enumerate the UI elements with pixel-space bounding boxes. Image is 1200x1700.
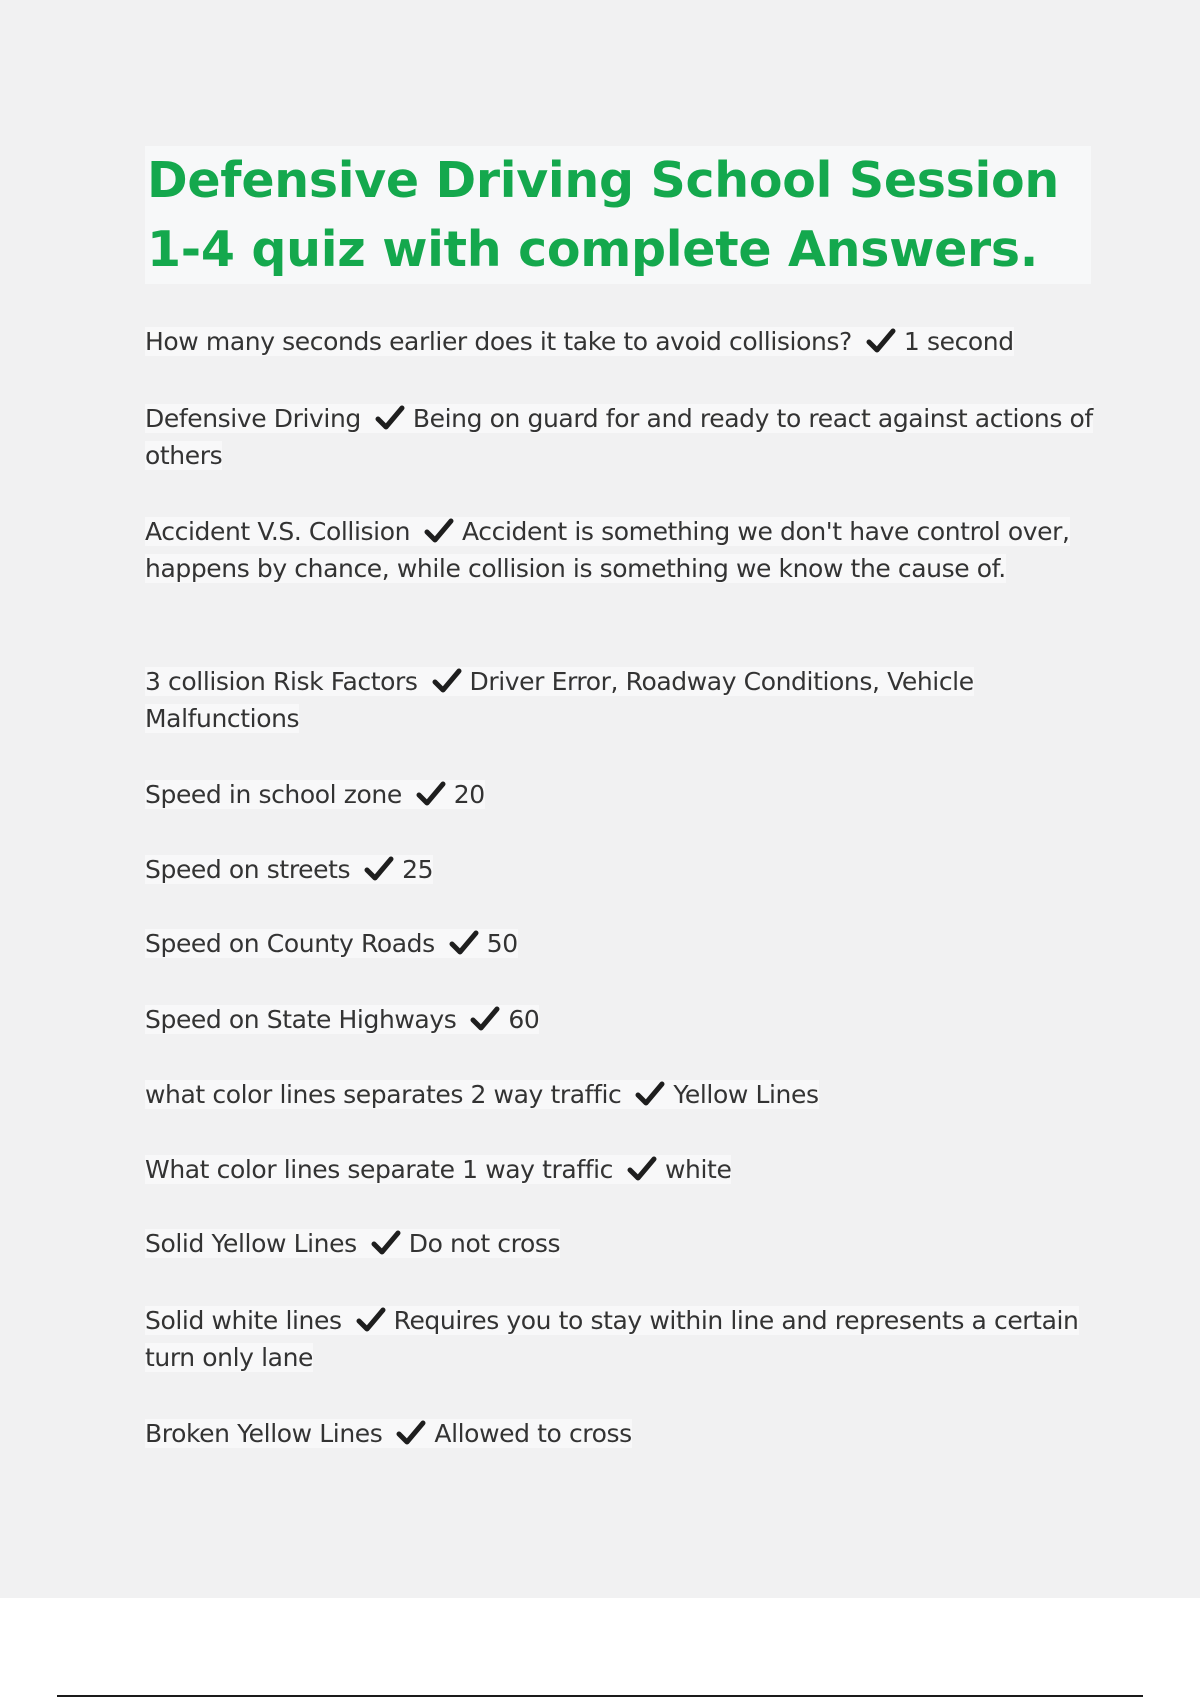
check-mark-icon: [356, 1307, 386, 1333]
check-mark-icon: [635, 1081, 665, 1107]
check-mark-icon: [470, 1006, 500, 1032]
question-text: Speed on County Roads: [145, 929, 435, 958]
check-mark-icon: [371, 1230, 401, 1256]
check-mark-icon: [627, 1156, 657, 1182]
qa-item: [145, 663, 1095, 737]
question-text: Accident V.S. Collision: [145, 517, 411, 546]
answer-text: 1 second: [903, 327, 1014, 356]
qa-item: [145, 1415, 1095, 1452]
answer-text: white: [665, 1155, 732, 1184]
qa-item: [145, 513, 1095, 587]
answer-text: 60: [508, 1005, 540, 1034]
qa-item: [145, 1302, 1095, 1376]
check-mark-icon: [866, 328, 896, 354]
answer-text: 20: [453, 780, 485, 809]
answer-text: Do not cross: [408, 1229, 561, 1258]
question-text: How many seconds earlier does it take to avoid collisions?: [145, 327, 852, 356]
check-mark-icon: [396, 1420, 426, 1446]
question-text: Broken Yellow Lines: [145, 1419, 383, 1448]
footer-divider: [57, 1695, 1143, 1697]
answer-text: 25: [402, 855, 434, 884]
check-mark-icon: [449, 930, 479, 956]
question-text: Speed on State Highways: [145, 1005, 457, 1034]
answer-text: Requires you to stay within line and represents a certain turn only lane: [145, 1306, 1079, 1372]
question-text: What color lines separate 1 way traffic: [145, 1155, 614, 1184]
check-mark-icon: [416, 781, 446, 807]
qa-item: [145, 925, 1095, 962]
answer-text: Accident is something we don't have control over, happens by chance, while collision is something we know the cause of.: [145, 517, 1070, 583]
page-footer: [0, 1598, 1200, 1700]
qa-item: [145, 776, 1095, 813]
qa-item: [145, 1001, 1095, 1038]
qa-item: [145, 851, 1095, 888]
answer-text: Being on guard for and ready to react against actions of others: [145, 404, 1093, 470]
question-text: Solid white lines: [145, 1306, 342, 1335]
qa-item: [145, 400, 1095, 474]
answer-text: Yellow Lines: [673, 1080, 819, 1109]
qa-item: [145, 1076, 1095, 1113]
question-text: 3 collision Risk Factors: [145, 667, 418, 696]
check-mark-icon: [424, 518, 454, 544]
qa-item: [145, 1225, 1095, 1262]
check-mark-icon: [364, 856, 394, 882]
question-text: what color lines separates 2 way traffic: [145, 1080, 622, 1109]
qa-item: [145, 323, 1095, 360]
title-block: [145, 146, 1091, 284]
question-text: Defensive Driving: [145, 404, 361, 433]
answer-text: 50: [486, 929, 518, 958]
answer-text: Allowed to cross: [434, 1419, 632, 1448]
question-text: Solid Yellow Lines: [145, 1229, 357, 1258]
question-text: Speed in school zone: [145, 780, 402, 809]
qa-item: [145, 1151, 1095, 1188]
check-mark-icon: [375, 405, 405, 431]
answer-text: Driver Error, Roadway Conditions, Vehicle Malfunctions: [145, 667, 974, 733]
check-mark-icon: [432, 668, 462, 694]
document-title: Defensive Driving School Session 1-4 quiz with complete Answers.: [147, 152, 1059, 278]
question-text: Speed on streets: [145, 855, 351, 884]
